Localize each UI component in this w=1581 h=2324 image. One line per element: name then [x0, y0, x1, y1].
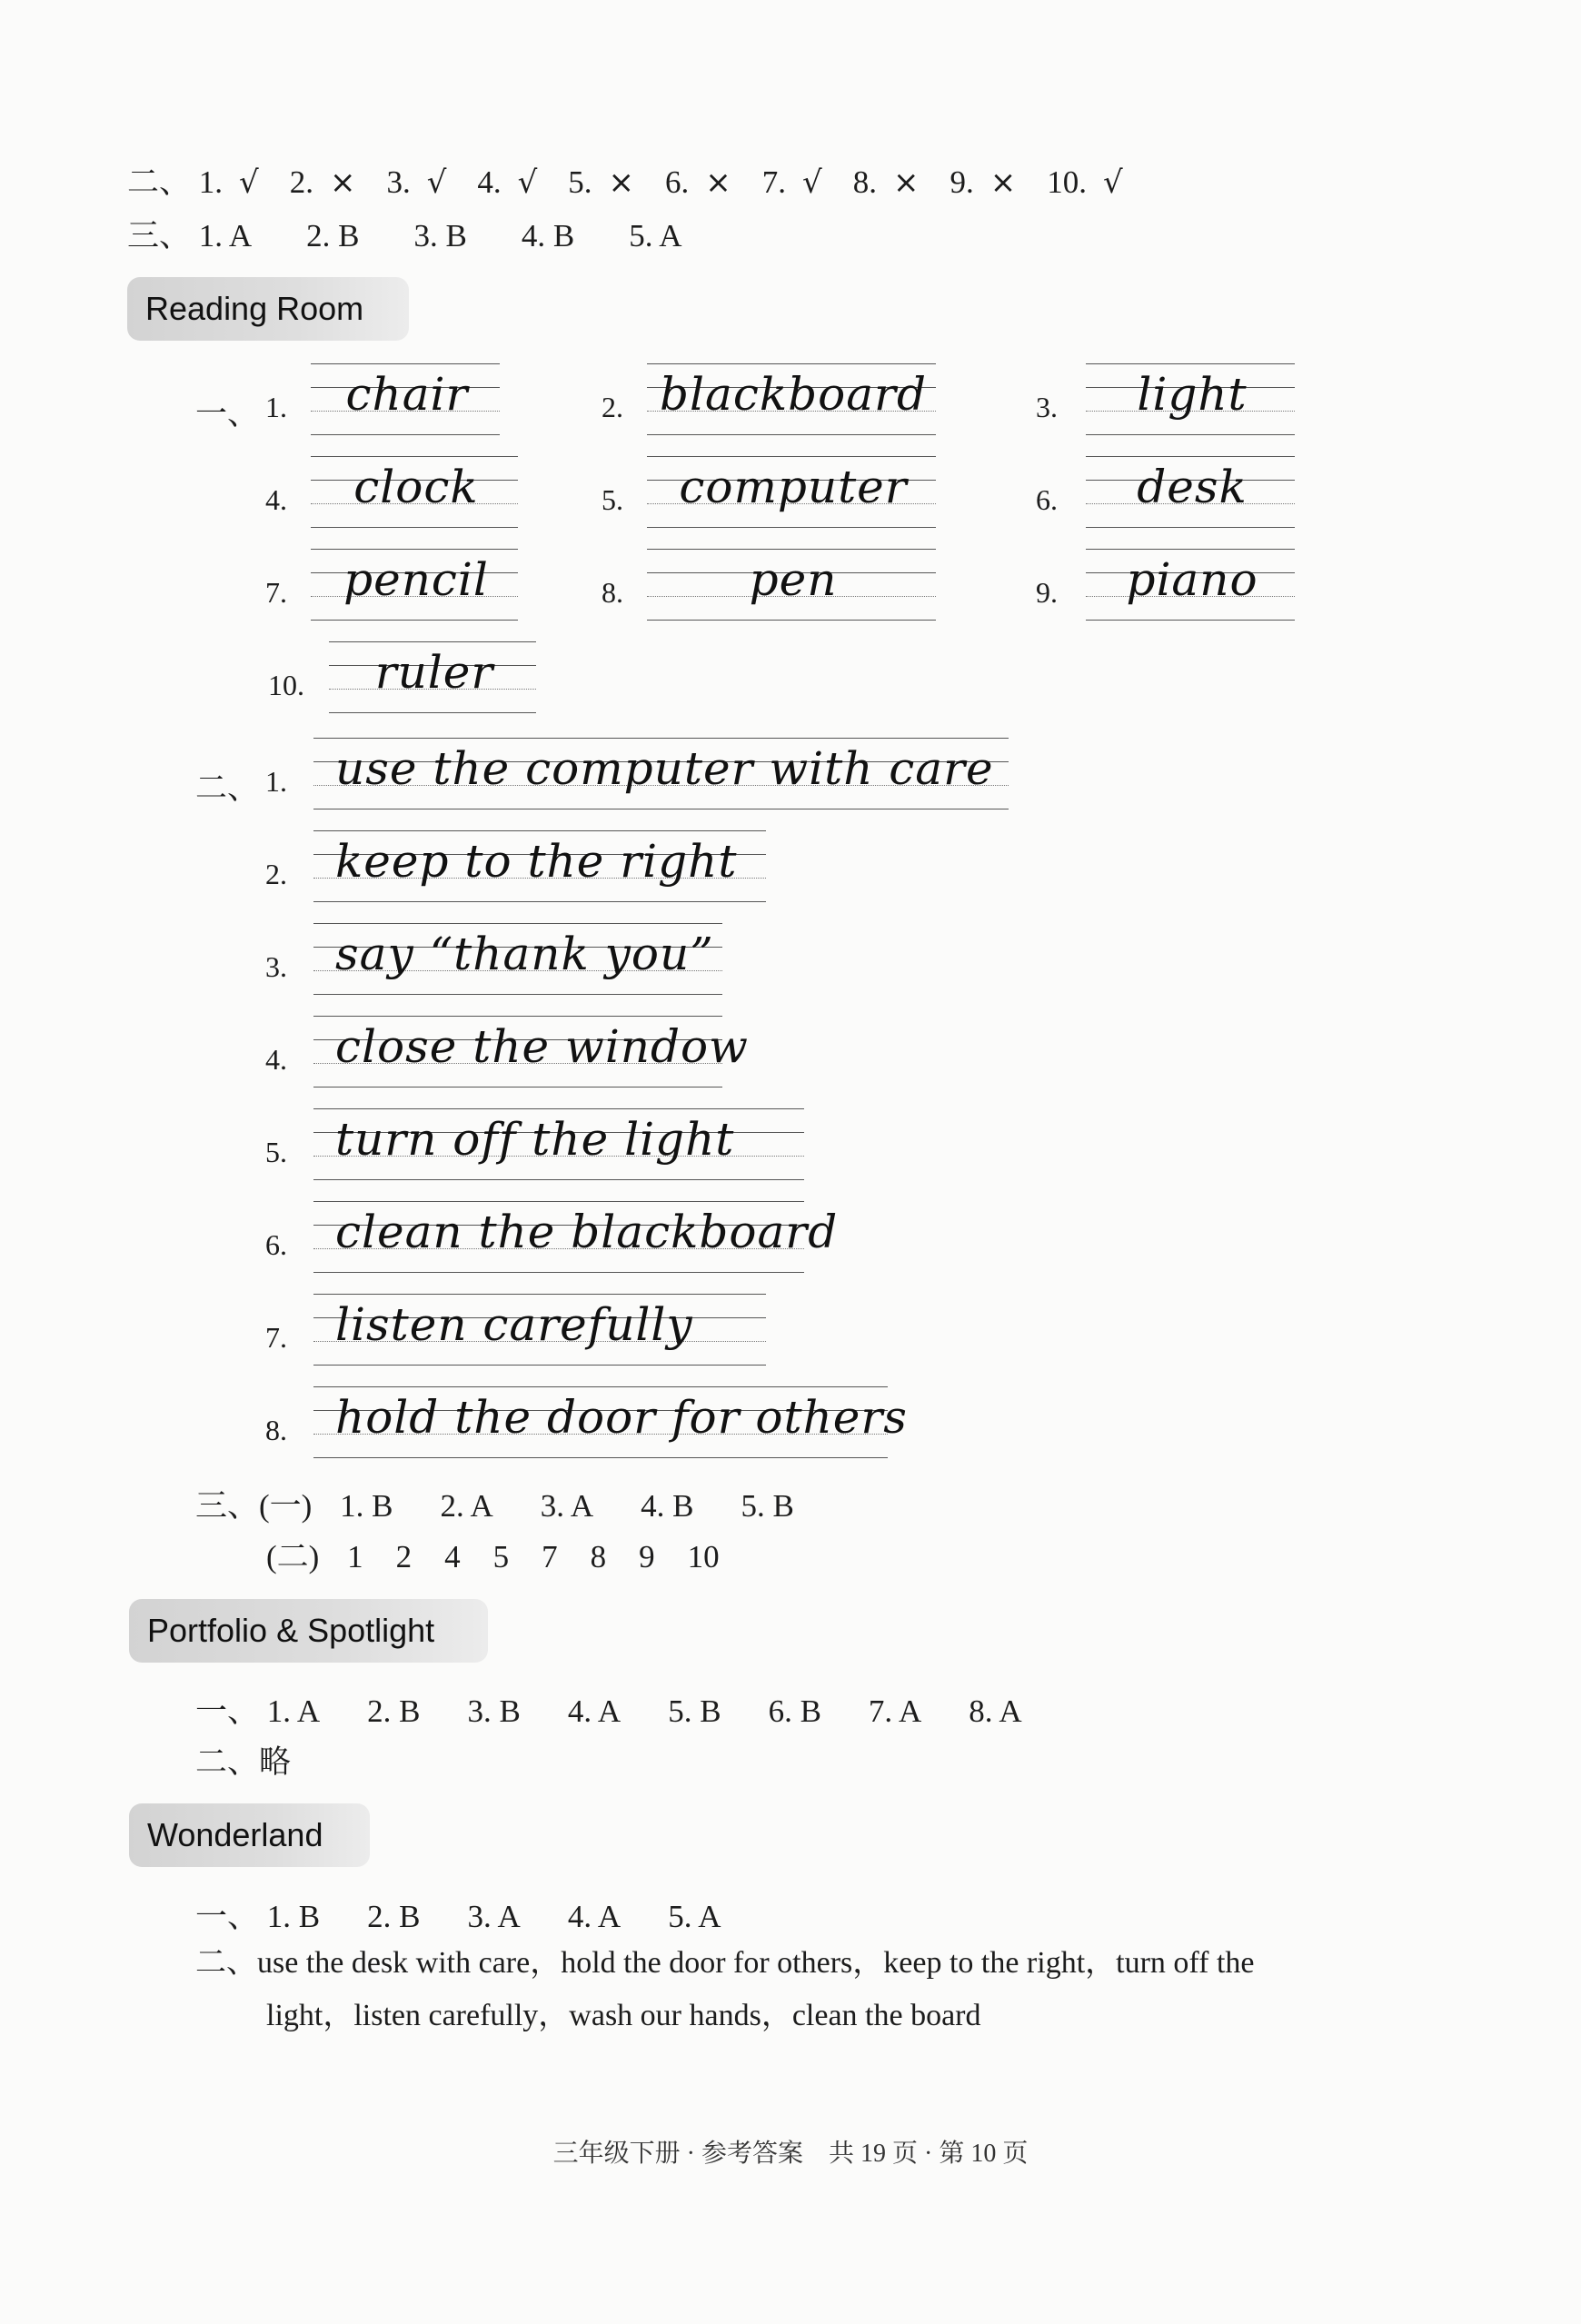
- top-part2-row: [127, 157, 1154, 203]
- item-number: 2.: [602, 391, 623, 423]
- check-mark: √: [239, 164, 259, 201]
- answer-sequence: [259, 1899, 752, 1934]
- part2-answer-sequence: [191, 164, 1154, 200]
- handwriting-answer: [647, 547, 936, 621]
- item-number: 3.: [386, 164, 411, 200]
- answer: 5. A: [629, 218, 682, 253]
- answer: 7: [542, 1539, 558, 1574]
- item-number: 4.: [265, 1043, 287, 1076]
- answer-word: desk: [1137, 461, 1248, 513]
- wonderland-part2: [195, 1937, 1449, 2042]
- part-prefix: 二、: [127, 164, 192, 200]
- item-number: 2.: [265, 858, 287, 890]
- handwriting-answer: [311, 454, 518, 529]
- item-number: 1.: [198, 164, 224, 200]
- item-number: 10.: [268, 669, 304, 701]
- answer: 6. B: [768, 1693, 821, 1729]
- answer: 5. B: [741, 1488, 794, 1524]
- part-prefix: 二、: [195, 1744, 260, 1780]
- answer: 3. B: [467, 1693, 521, 1729]
- page-footer: 三年级下册 · 参考答案 共 19 页 · 第 10 页: [552, 2140, 1029, 2168]
- item-number: 9.: [1036, 576, 1058, 609]
- handwriting-answer: [313, 1292, 766, 1366]
- answer: 10: [687, 1539, 720, 1574]
- handwriting-answer: [313, 1014, 749, 1088]
- handwriting-answer: [313, 1107, 804, 1181]
- answer-phrase: keep to the right: [335, 835, 738, 888]
- answer-word: pen: [749, 553, 838, 606]
- section-title-wonderland: Wonderland: [129, 1803, 370, 1867]
- answer: 1. B: [266, 1899, 321, 1934]
- answer: 8: [590, 1539, 607, 1574]
- cross-mark: ×: [989, 164, 1017, 201]
- handwriting-answer: [329, 640, 536, 714]
- item-number: 4.: [477, 164, 502, 200]
- check-mark: √: [1102, 164, 1123, 201]
- item-number: 10.: [1047, 164, 1087, 200]
- sub-label: (二): [266, 1539, 320, 1574]
- check-mark: √: [517, 164, 538, 201]
- sub-label: (一): [259, 1488, 313, 1524]
- answer: 8. A: [969, 1693, 1022, 1729]
- answer: 5. B: [668, 1693, 721, 1729]
- item-number: 6.: [665, 164, 690, 200]
- answer-sequence: [332, 1488, 825, 1524]
- answer: 2. B: [306, 218, 360, 253]
- answer-sequence: [259, 1693, 1053, 1729]
- answer: 1. B: [340, 1488, 393, 1524]
- top-part3-row: [127, 211, 713, 256]
- answer: 9: [639, 1539, 655, 1574]
- answer: 4. B: [641, 1488, 694, 1524]
- answer-word: ruler: [374, 646, 494, 699]
- handwriting-answer: [311, 547, 518, 621]
- answer: 7. A: [868, 1693, 922, 1729]
- answer: 4. A: [567, 1693, 621, 1729]
- item-number: 3.: [265, 950, 287, 983]
- item-number: 2.: [289, 164, 313, 200]
- portfolio-part2-row: [195, 1737, 291, 1783]
- cross-mark: ×: [329, 164, 356, 201]
- answer-text: use the desk with care，hold the door for others，keep to the right，turn off the: [257, 1946, 1255, 1980]
- answer-phrase: use the computer with care: [335, 742, 994, 795]
- answer: 3. A: [467, 1899, 521, 1934]
- part-prefix: 二、: [195, 770, 260, 806]
- reading-room-part3-row1: [195, 1481, 825, 1526]
- handwriting-answer: [647, 362, 936, 436]
- answer: 1. A: [198, 218, 253, 253]
- answer: 4. A: [567, 1899, 621, 1934]
- item-number: 7.: [265, 1321, 287, 1354]
- item-number: 5.: [568, 164, 592, 200]
- answer: 2: [395, 1539, 413, 1574]
- handwriting-answer: [313, 1199, 839, 1274]
- item-number: 7.: [761, 164, 787, 200]
- item-number: 8.: [602, 576, 623, 609]
- item-number: 4.: [265, 483, 287, 516]
- item-number: 6.: [1036, 483, 1058, 516]
- answer-phrase: close the window: [335, 1020, 749, 1073]
- cross-mark: ×: [608, 164, 635, 201]
- cross-mark: ×: [892, 164, 920, 201]
- handwriting-answer: [311, 362, 500, 436]
- item-number: 1.: [265, 391, 287, 423]
- item-number: 1.: [265, 765, 287, 798]
- part-prefix: 三、: [127, 218, 192, 253]
- answer: 2. B: [367, 1899, 421, 1934]
- answer-phrase: turn off the light: [335, 1113, 735, 1166]
- part-prefix: 一、: [195, 1899, 260, 1934]
- part-prefix: 一、: [195, 1693, 260, 1729]
- section-title-portfolio-spotlight: Portfolio & Spotlight: [129, 1599, 488, 1663]
- item-number: 8.: [852, 164, 877, 200]
- handwriting-answer: [1086, 362, 1295, 436]
- item-number: 7.: [265, 576, 287, 609]
- check-mark: √: [426, 164, 447, 201]
- answer: 2. B: [367, 1693, 421, 1729]
- answer-phrase: clean the blackboard: [335, 1206, 839, 1258]
- answer-sequence: [339, 1539, 750, 1574]
- answer: 5: [492, 1539, 510, 1574]
- answer-word: blackboard: [660, 368, 927, 421]
- check-mark: √: [802, 164, 822, 201]
- wonderland-part2-line1: [195, 1937, 1449, 1990]
- part-prefix: 二、: [195, 1946, 257, 1980]
- answer: 1: [347, 1539, 363, 1574]
- item-number: 3.: [1036, 391, 1058, 423]
- answer: 1. A: [266, 1693, 321, 1729]
- reading-room-part3-row2: [266, 1532, 751, 1577]
- answer: 3. A: [540, 1488, 594, 1524]
- answer-phrase: listen carefully: [335, 1298, 693, 1351]
- part3-answer-sequence: [191, 218, 713, 253]
- answer-word: computer: [679, 461, 908, 513]
- answer-word: light: [1137, 368, 1248, 421]
- answer-word: clock: [353, 461, 479, 513]
- portfolio-part1-row: [195, 1686, 1053, 1732]
- answer-phrase: hold the door for others: [335, 1391, 908, 1444]
- answer-word: pencil: [343, 553, 489, 606]
- handwriting-answer: [313, 1385, 908, 1459]
- handwriting-answer: [313, 921, 722, 996]
- answer: 3. B: [413, 218, 467, 253]
- wonderland-part2-line2: light，listen carefully，wash our hands，clean the board: [266, 1999, 981, 2032]
- part-prefix: 一、: [195, 396, 260, 432]
- answer: 5. A: [668, 1899, 721, 1934]
- handwriting-answer: [647, 454, 936, 529]
- handwriting-answer: [1086, 547, 1295, 621]
- cross-mark: ×: [705, 164, 731, 201]
- answer-phrase: say “thank you”: [335, 928, 714, 980]
- part-prefix: 三、: [195, 1488, 260, 1524]
- wonderland-part1-row: [195, 1892, 752, 1937]
- answer: 4: [444, 1539, 461, 1574]
- item-number: 6.: [265, 1228, 287, 1261]
- section-title-reading-room: Reading Room: [127, 277, 409, 341]
- answer-word: chair: [345, 368, 469, 421]
- handwriting-answer: [313, 829, 766, 903]
- item-number: 5.: [265, 1136, 287, 1168]
- item-number: 9.: [950, 164, 974, 200]
- handwriting-answer: [1086, 454, 1295, 529]
- handwriting-answer: [313, 736, 1009, 810]
- item-number: 8.: [265, 1414, 287, 1446]
- omitted-answer: 略: [259, 1744, 292, 1780]
- answer: 2. A: [440, 1488, 493, 1524]
- answer: 4. B: [521, 218, 575, 253]
- item-number: 5.: [602, 483, 623, 516]
- answer-word: piano: [1126, 553, 1258, 606]
